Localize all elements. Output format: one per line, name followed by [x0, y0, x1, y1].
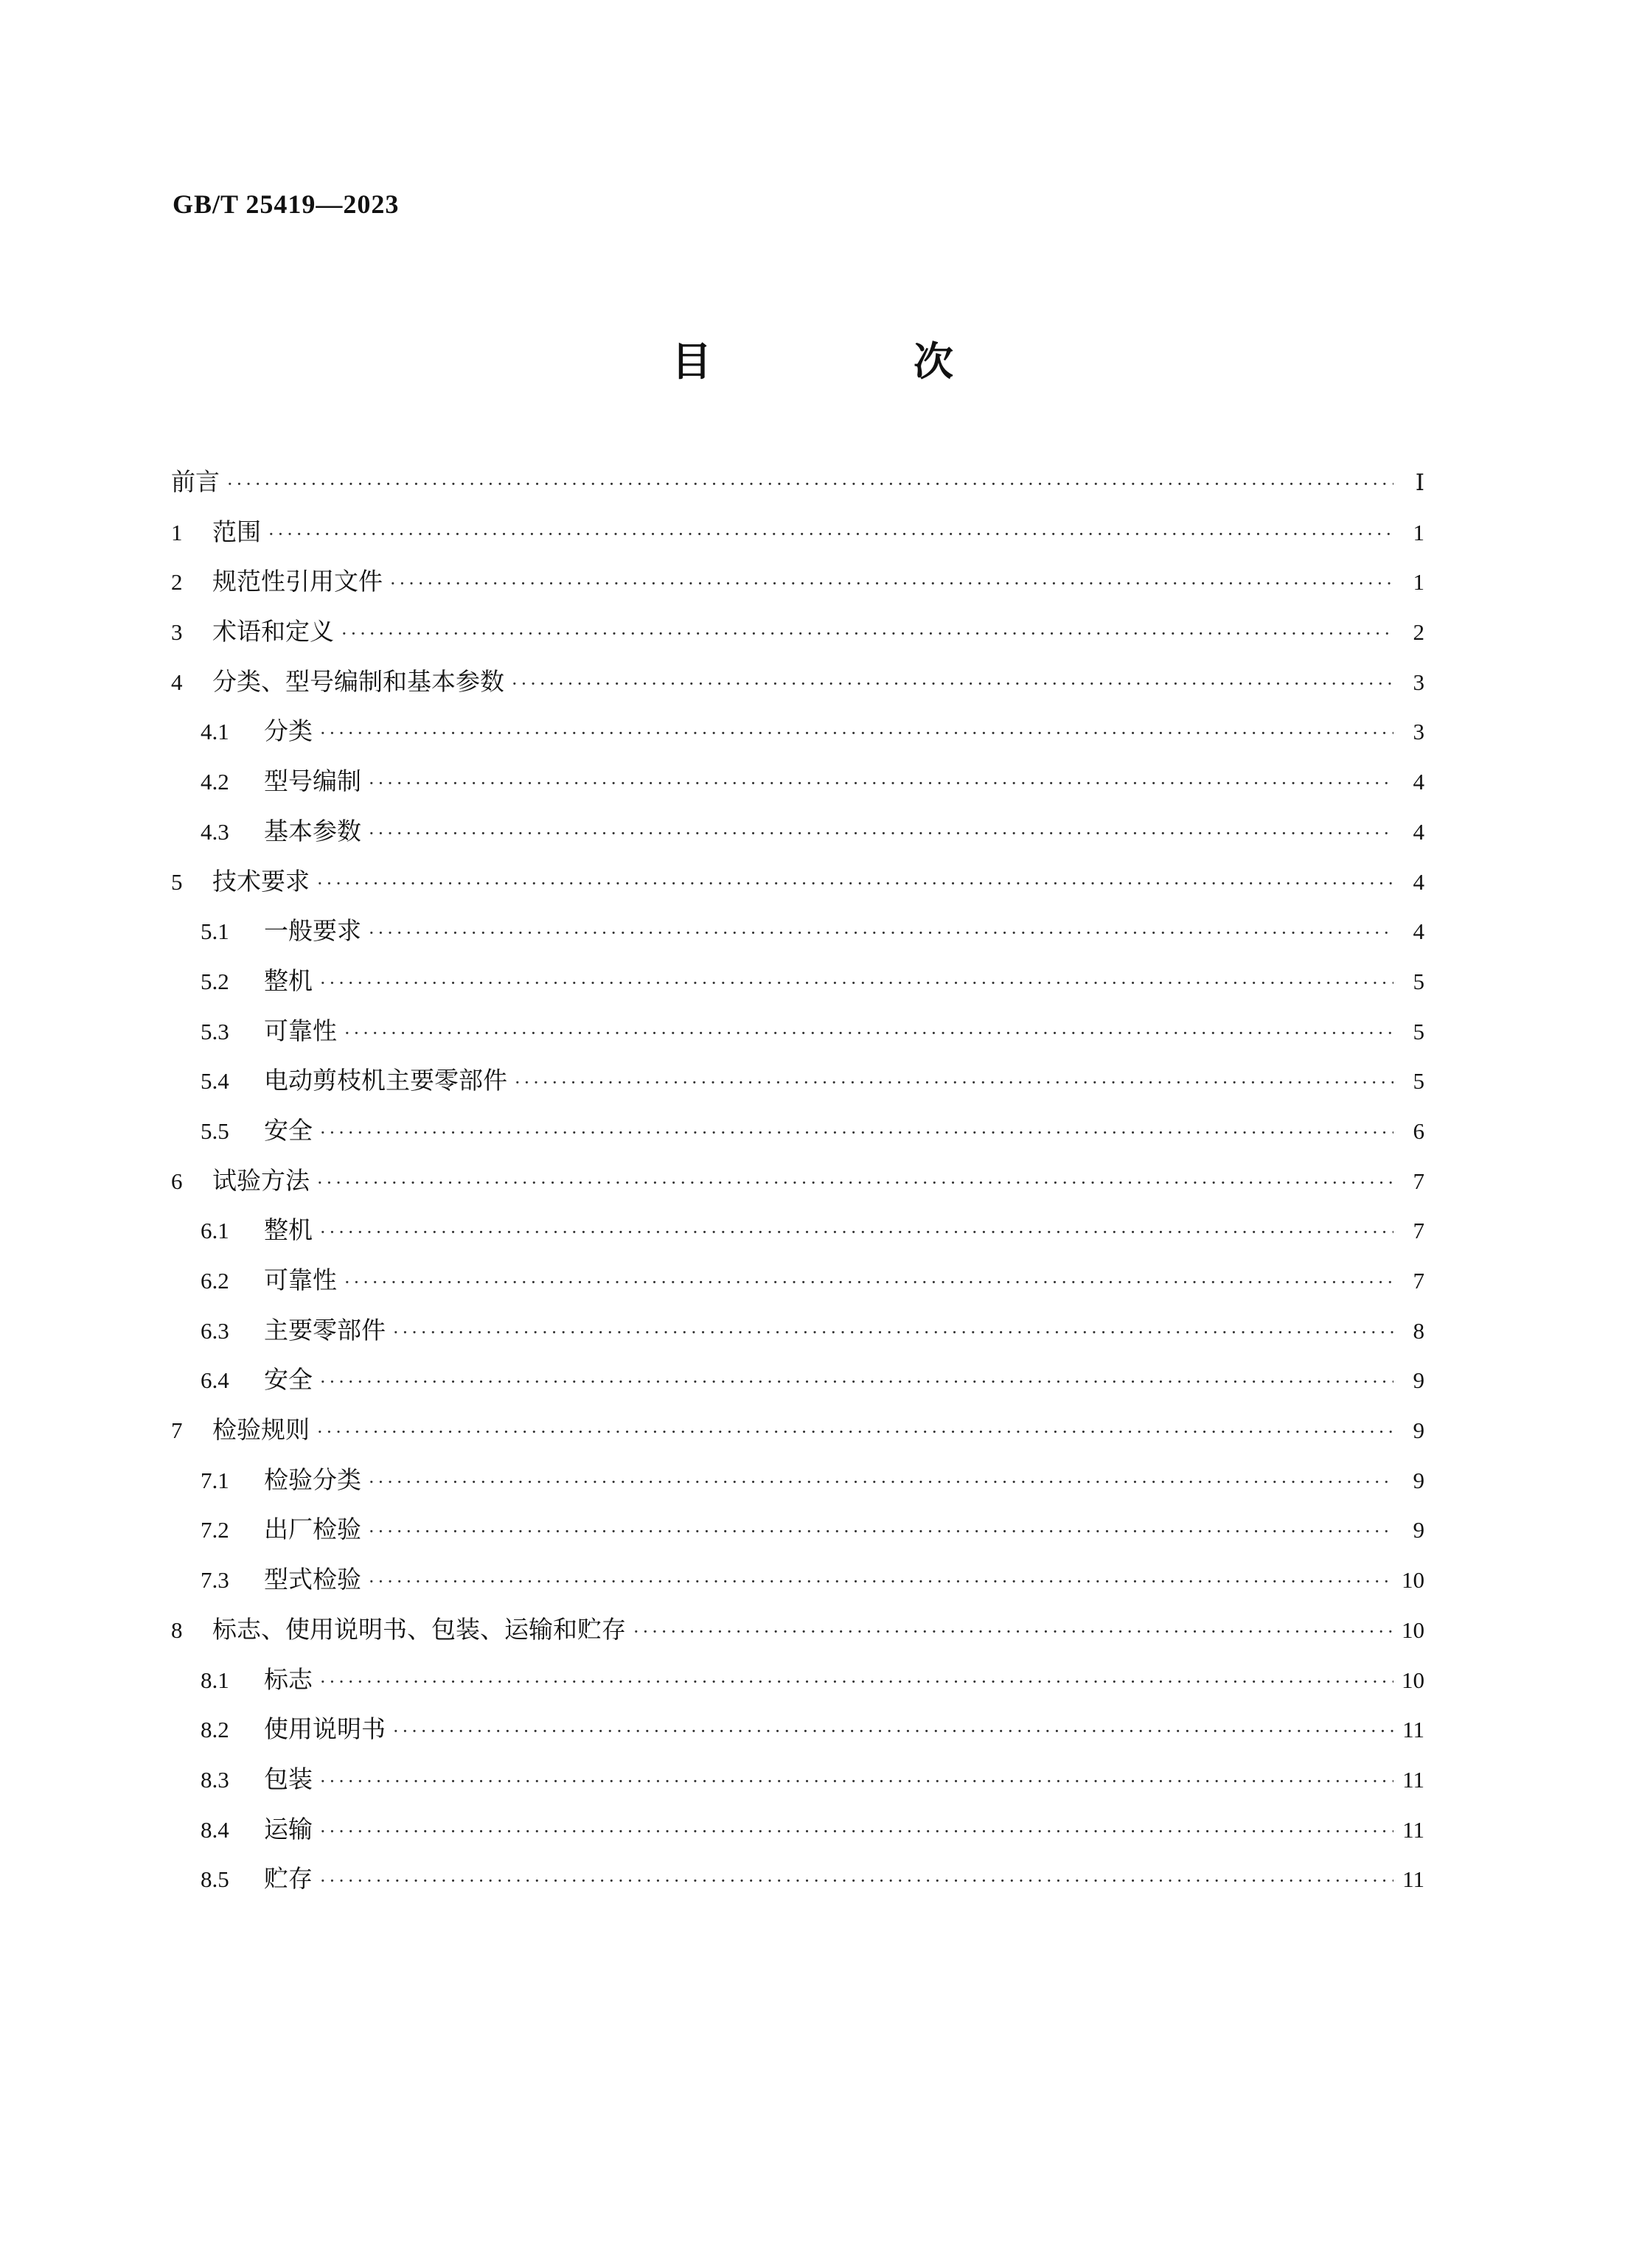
toc-entry[interactable]	[171, 1405, 1424, 1455]
dot-leader	[390, 559, 1393, 610]
toc-entry-page: 7	[1413, 1168, 1424, 1194]
toc-entry-page: 10	[1402, 1567, 1424, 1594]
toc-entry[interactable]	[171, 657, 1424, 707]
toc-entry-page: 4	[1413, 818, 1424, 845]
dot-leader	[320, 1109, 1393, 1159]
toc-entry-label: 检验规则	[212, 1415, 310, 1445]
toc-title: 目 次	[672, 338, 1034, 385]
toc-entry[interactable]	[171, 607, 1424, 657]
dot-leader	[320, 959, 1393, 1009]
toc-entry[interactable]	[171, 1305, 1424, 1355]
toc-entry-label: 前言	[171, 467, 220, 496]
toc-entry-page: 6	[1413, 1117, 1424, 1144]
toc-entry-page: 5	[1413, 968, 1424, 994]
toc-entry-page: 11	[1402, 1816, 1424, 1843]
toc-entry-label: 检验分类	[264, 1465, 361, 1494]
toc-entry[interactable]	[171, 1555, 1424, 1605]
toc-entry[interactable]	[171, 1255, 1424, 1305]
toc-entry-label: 型号编制	[264, 767, 361, 796]
toc-entry-page: 9	[1413, 1517, 1424, 1543]
toc-entry-page: 1	[1413, 519, 1424, 545]
toc-entry-number: 6.3	[201, 1317, 229, 1344]
toc-entry[interactable]	[171, 1006, 1424, 1056]
toc-entry-number: 5	[171, 868, 183, 895]
toc-entry[interactable]	[171, 1504, 1424, 1555]
toc-entry-label: 整机	[264, 966, 313, 995]
toc-entry-number: 4.3	[201, 818, 229, 845]
toc-entry-page: 3	[1413, 719, 1424, 745]
toc-entry-number: 6.1	[201, 1218, 229, 1244]
toc-entry-label: 标志	[264, 1664, 313, 1694]
dot-leader	[320, 709, 1393, 759]
toc-entry-number: 7.2	[201, 1517, 229, 1543]
toc-entry-page: 5	[1413, 1068, 1424, 1095]
toc-entry[interactable]	[171, 1156, 1424, 1206]
dot-leader	[369, 809, 1393, 859]
toc-entry[interactable]	[171, 1804, 1424, 1854]
toc-entry[interactable]	[171, 1854, 1424, 1904]
dot-leader	[369, 909, 1393, 959]
toc-entry-number: 4.1	[201, 719, 229, 745]
toc-entry-number: 8.2	[201, 1717, 229, 1743]
toc-entry-number: 8.4	[201, 1816, 229, 1843]
toc-entry-number: 5.4	[201, 1068, 229, 1095]
dot-leader	[320, 1807, 1393, 1857]
toc-entry[interactable]	[171, 1205, 1424, 1255]
dot-leader	[633, 1608, 1393, 1658]
toc-entry[interactable]	[171, 1704, 1424, 1754]
toc-entry[interactable]	[171, 756, 1424, 806]
toc-entry-page: 3	[1413, 669, 1424, 695]
dot-leader	[393, 1707, 1393, 1757]
dot-leader	[227, 460, 1393, 510]
toc-entry[interactable]	[171, 457, 1424, 507]
toc-entry-label: 标志、使用说明书、包装、运输和贮存	[212, 1614, 626, 1644]
toc-entry[interactable]	[171, 1106, 1424, 1156]
dot-leader	[369, 759, 1393, 809]
dot-leader	[320, 1658, 1393, 1708]
toc-entry-page: 7	[1413, 1218, 1424, 1244]
dot-leader	[369, 1557, 1393, 1608]
toc-entry-page: 11	[1402, 1717, 1424, 1743]
toc-entry[interactable]	[171, 1355, 1424, 1405]
toc-entry-label: 整机	[264, 1215, 313, 1245]
toc-entry-page: 9	[1413, 1367, 1424, 1394]
dot-leader	[369, 1458, 1393, 1508]
toc-entry-label: 基本参数	[264, 816, 361, 845]
toc-entry-number: 6	[171, 1168, 183, 1194]
toc-entry-page: 10	[1402, 1667, 1424, 1693]
toc-entry-label: 范围	[212, 517, 261, 546]
dot-leader	[515, 1058, 1393, 1109]
table-of-contents	[171, 457, 1424, 1904]
toc-entry-label: 分类、型号编制和基本参数	[212, 666, 504, 696]
dot-leader	[317, 1159, 1393, 1209]
dot-leader	[344, 1258, 1393, 1308]
toc-entry-number: 4	[171, 669, 183, 695]
toc-entry-label: 使用说明书	[264, 1714, 386, 1744]
toc-entry-label: 型式检验	[264, 1565, 361, 1594]
toc-entry[interactable]	[171, 956, 1424, 1006]
toc-entry-page: 7	[1413, 1268, 1424, 1294]
toc-entry-label: 术语和定义	[212, 617, 334, 646]
toc-entry-label: 一般要求	[264, 916, 361, 946]
toc-entry-label: 可靠性	[264, 1016, 337, 1045]
toc-entry-label: 出厂检验	[264, 1515, 361, 1544]
toc-entry-number: 8.1	[201, 1667, 229, 1693]
dot-leader	[369, 1507, 1393, 1557]
toc-entry[interactable]	[171, 1455, 1424, 1505]
toc-entry-label: 贮存	[264, 1864, 313, 1894]
toc-entry-page: 5	[1413, 1018, 1424, 1044]
toc-entry-page: 2	[1413, 619, 1424, 646]
toc-entry-number: 8	[171, 1616, 183, 1643]
toc-entry-page: 8	[1413, 1317, 1424, 1344]
toc-entry-number: 5.2	[201, 968, 229, 994]
toc-entry-label: 可靠性	[264, 1266, 337, 1294]
dot-leader	[320, 1358, 1393, 1408]
toc-entry-label: 分类	[264, 716, 313, 746]
toc-entry-number: 4.2	[201, 769, 229, 795]
toc-entry-page: 1	[1413, 569, 1424, 596]
dot-leader	[317, 1408, 1393, 1458]
toc-entry[interactable]	[171, 856, 1424, 907]
toc-entry[interactable]	[171, 556, 1424, 607]
toc-entry-page: 9	[1413, 1417, 1424, 1444]
toc-entry-number: 5.3	[201, 1018, 229, 1044]
dot-leader	[344, 1009, 1393, 1059]
toc-entry[interactable]	[171, 806, 1424, 856]
toc-entry-page: 9	[1413, 1467, 1424, 1493]
dot-leader	[320, 1757, 1393, 1807]
toc-entry-number: 1	[171, 519, 183, 545]
toc-entry[interactable]	[171, 906, 1424, 956]
toc-entry-label: 技术要求	[212, 866, 310, 896]
toc-entry-number: 8.5	[201, 1866, 229, 1893]
toc-entry-number: 2	[171, 569, 183, 596]
toc-entry[interactable]	[171, 1605, 1424, 1655]
toc-entry-page: 4	[1413, 918, 1424, 945]
dot-leader	[393, 1308, 1393, 1358]
toc-entry-page: Ⅰ	[1415, 470, 1424, 495]
standard-code: GB/T 25419—2023	[173, 189, 400, 219]
dot-leader	[268, 510, 1393, 560]
toc-entry-page: 10	[1402, 1616, 1424, 1643]
toc-entry-number: 5.5	[201, 1117, 229, 1144]
toc-entry-number: 7	[171, 1417, 183, 1444]
toc-entry[interactable]	[171, 507, 1424, 557]
toc-entry-label: 规范性引用文件	[212, 567, 383, 596]
toc-entry-label: 电动剪枝机主要零部件	[264, 1066, 507, 1095]
toc-entry-label: 运输	[264, 1814, 313, 1843]
dot-leader	[317, 859, 1393, 910]
toc-entry-label: 主要零部件	[264, 1315, 386, 1344]
toc-entry-number: 6.4	[201, 1367, 229, 1394]
toc-entry-number: 8.3	[201, 1766, 229, 1793]
toc-entry-number: 7.1	[201, 1467, 229, 1493]
toc-entry-number: 3	[171, 619, 183, 646]
toc-entry-label: 试验方法	[212, 1165, 310, 1195]
toc-entry[interactable]	[171, 706, 1424, 756]
toc-entry-number: 6.2	[201, 1268, 229, 1294]
toc-entry-page: 4	[1413, 769, 1424, 795]
toc-entry[interactable]	[171, 1655, 1424, 1705]
toc-entry[interactable]	[171, 1754, 1424, 1804]
dot-leader	[512, 660, 1393, 710]
dot-leader	[341, 610, 1393, 660]
toc-entry-page: 11	[1402, 1866, 1424, 1893]
toc-entry-number: 7.3	[201, 1567, 229, 1594]
dot-leader	[320, 1857, 1393, 1907]
toc-entry-label: 安全	[264, 1115, 313, 1145]
toc-entry-page: 4	[1413, 868, 1424, 895]
toc-entry-label: 安全	[264, 1365, 313, 1395]
toc-entry[interactable]	[171, 1056, 1424, 1106]
toc-entry-page: 11	[1402, 1766, 1424, 1793]
toc-entry-number: 5.1	[201, 918, 229, 945]
toc-entry-label: 包装	[264, 1764, 313, 1793]
dot-leader	[320, 1208, 1393, 1258]
